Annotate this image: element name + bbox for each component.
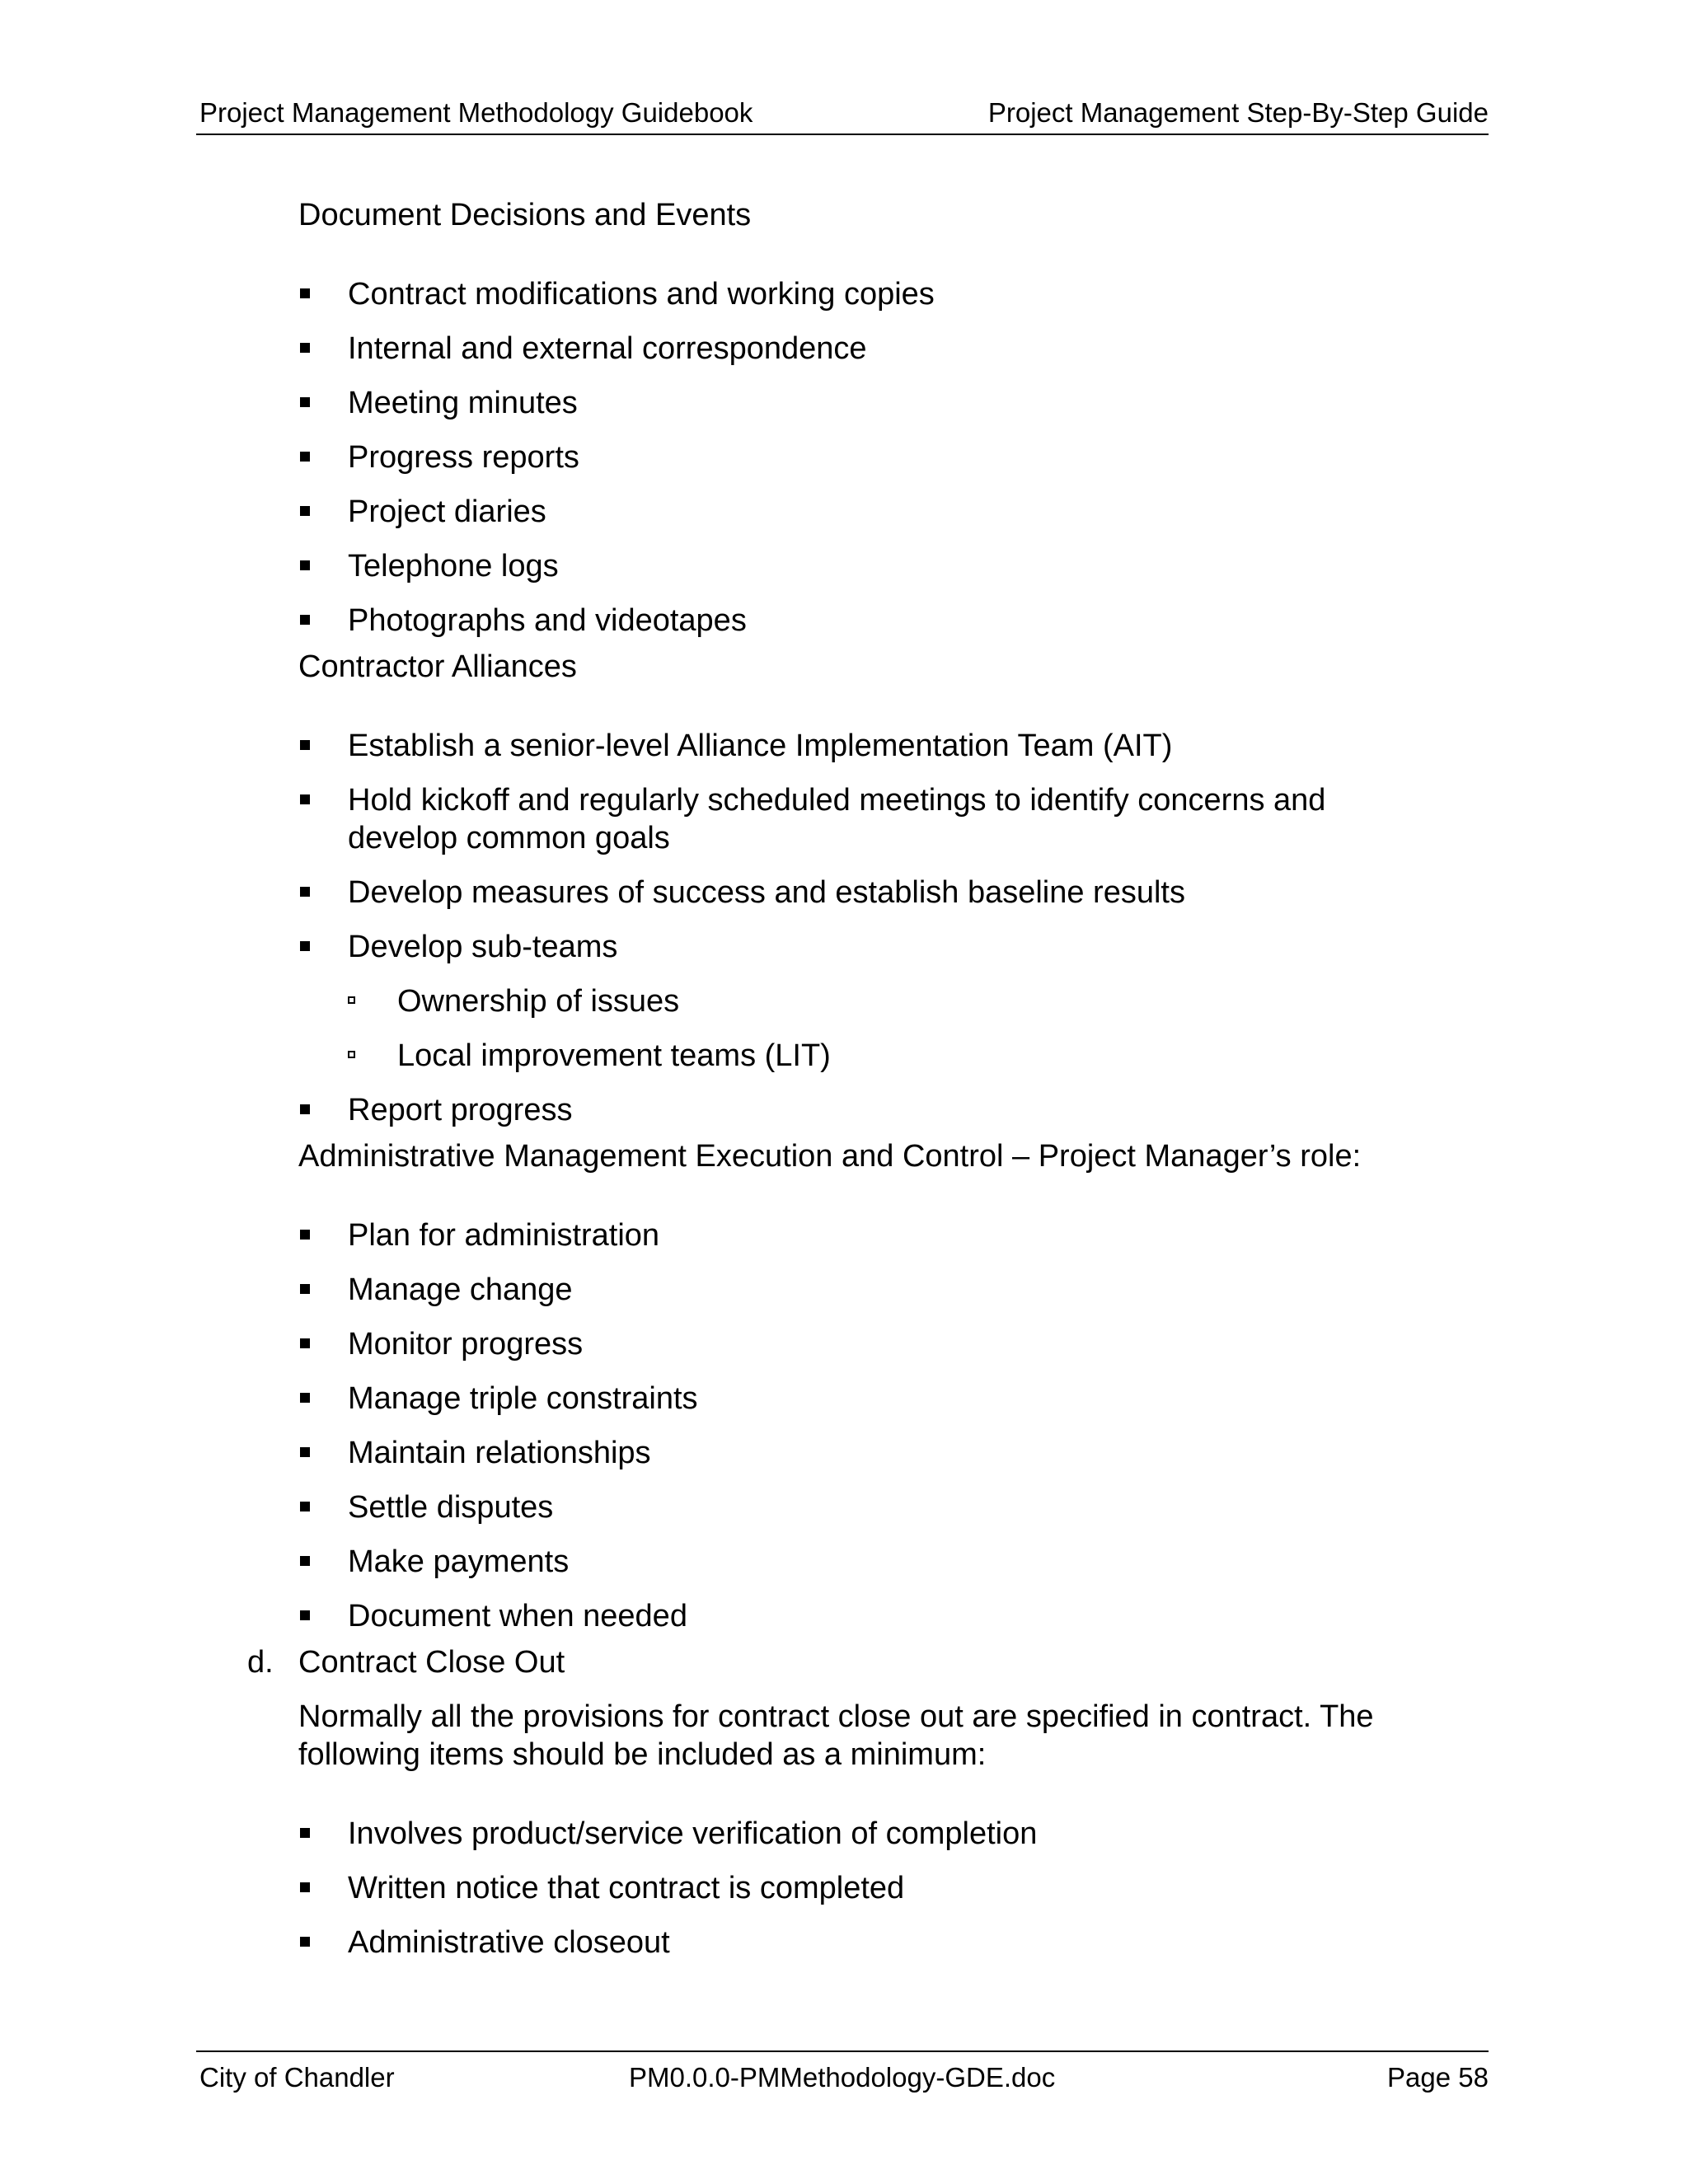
list-number: d. (247, 1645, 274, 1680)
footer-page-number: Page 58 (1387, 2062, 1489, 2093)
close-out-paragraph: Normally all the provisions for contract close out are specified in contract. The following items should be included as a minimum: (298, 1699, 1374, 1772)
header-guidebook-title: Project Management Methodology Guidebook (199, 97, 753, 128)
footer-organization: City of Chandler (199, 2062, 395, 2093)
footer-filename: PM0.0.0-PMMethodology-GDE.doc (629, 2062, 1056, 2093)
close-out-title: Contract Close Out (298, 1645, 565, 1680)
page-header (196, 97, 1489, 135)
header-guide-title: Project Management Step-By-Step Guide (987, 97, 1489, 128)
section-heading-document-decisions: Document Decisions and Events (298, 198, 752, 232)
page-footer (196, 2050, 1489, 2102)
section-heading-admin-management: Administrative Management Execution and Control – Project Manager’s role: (298, 1139, 1362, 1174)
section-heading-contractor-alliances: Contractor Alliances (298, 649, 577, 684)
